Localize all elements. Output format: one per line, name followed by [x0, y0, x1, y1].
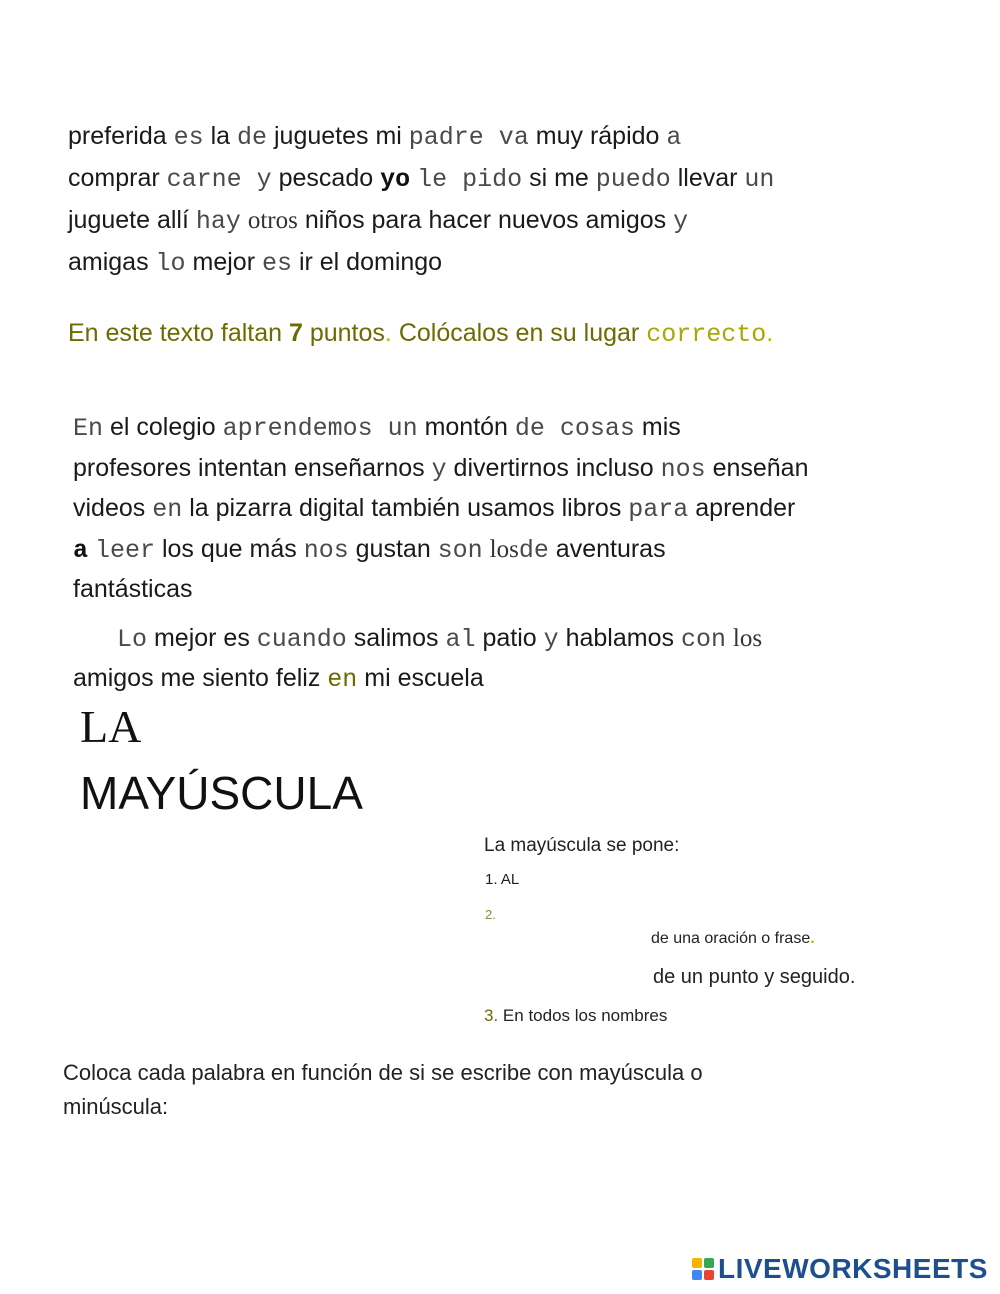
- paragraph-1-line-2: comprar carne y pescado yo le pido si me puedo llevar un: [68, 164, 775, 194]
- paragraph-2-line-3: videos en la pizarra digital también usamos libros para aprender: [73, 494, 796, 524]
- rule-2-number: 2.: [485, 907, 496, 922]
- rule-1: 1. AL: [485, 871, 520, 888]
- title-line-2: MAYÚSCULA: [80, 767, 363, 819]
- logo-mark-icon: [692, 1258, 714, 1280]
- title-line-1: LA: [80, 701, 142, 752]
- paragraph-1-line-3: juguete allí hay otros niños para hacer nuevos amigos y: [68, 206, 689, 236]
- rule-2b-text: de un punto y seguido.: [653, 966, 856, 988]
- rule-2-text: de una oración o frase.: [651, 930, 815, 947]
- instruction-text: En este texto faltan 7 puntos. Colócalos en su lugar correcto.: [68, 319, 774, 349]
- liveworksheets-logo: [692, 1253, 988, 1285]
- paragraph-1-line-1: preferida es la de juguetes mi padre va muy rápido a: [68, 122, 682, 152]
- paragraph-1: [68, 116, 774, 284]
- paragraph-2-line-6: Lo mejor es cuando salimos al patio y hablamos con los: [117, 623, 763, 654]
- logo-text: LIVEWORKSHEETS: [718, 1253, 988, 1284]
- paragraph-2-line-1: En el colegio aprendemos un montón de cosas mis: [73, 413, 681, 443]
- paragraph-2-line-5: fantásticas: [73, 575, 193, 603]
- rule-3: 3. En todos los nombres: [484, 1006, 668, 1025]
- task-text: Coloca cada palabra en función de si se escribe con mayúscula o minúscula:: [63, 1060, 703, 1119]
- paragraph-2-line-2: profesores intentan enseñarnos y divertirnos incluso nos enseñan: [73, 453, 809, 484]
- paragraph-2-line-4: a leer los que más nos gustan son losde aventuras: [73, 534, 666, 565]
- paragraph-1-line-4: amigas lo mejor es ir el domingo: [68, 248, 443, 278]
- rules-heading: La mayúscula se pone:: [484, 835, 680, 856]
- paragraph-2-line-7: amigos me siento feliz en mi escuela: [73, 664, 484, 694]
- paragraph-2: [73, 408, 809, 700]
